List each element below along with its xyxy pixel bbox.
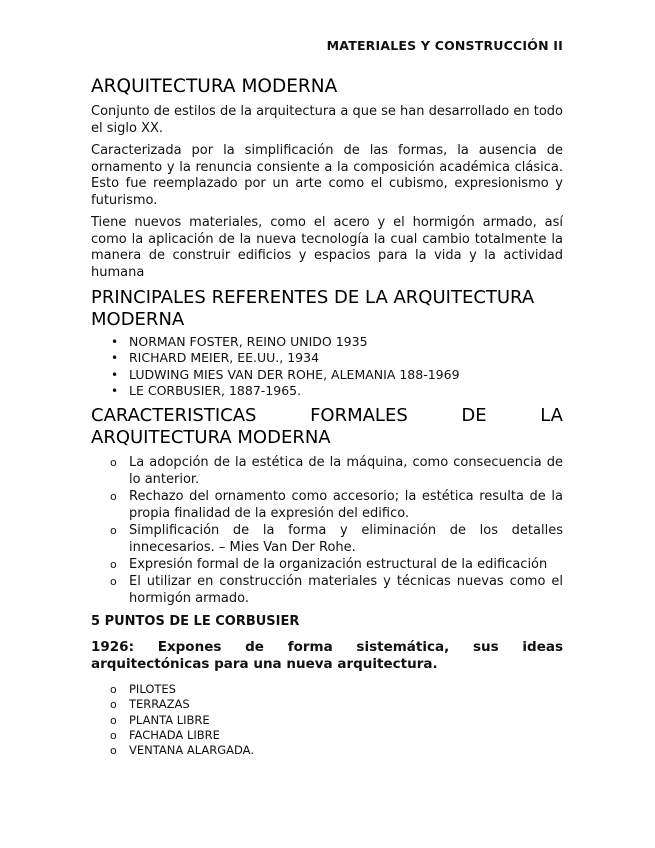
circle-bullet-icon: o (110, 683, 117, 697)
bullet-icon: • (111, 351, 119, 366)
list-item: o TERRAZAS (110, 697, 190, 712)
list-item: o El utilizar en construcción materiales y técnicas nuevas como el hormigón armado. (110, 574, 563, 607)
list-item: o Expresión formal de la organización estructural de la edificación (110, 557, 548, 573)
bullet-icon: • (111, 335, 119, 349)
list-item: o La adopción de la estética de la máquina, como consecuencia de lo anterior. (110, 455, 563, 488)
paragraph: Caracterizada por la simplificación de las formas, la ausencia de ornamento y la renuncia consiente a la composición académica clásica. Esto fue reemplazado por un arte como el cubismo, expresionismo y futurismo. (91, 143, 563, 208)
circle-bullet-icon: o (110, 713, 117, 727)
list-item: • LUDWING MIES VAN DER ROHE, ALEMANIA 188-1969 (111, 366, 460, 382)
referentes-list (91, 334, 563, 399)
circle-bullet-icon: o (110, 456, 117, 470)
list-item: o VENTANA ALARGADA. (110, 743, 255, 758)
circle-bullet-icon: o (110, 744, 117, 758)
bullet-icon: • (111, 383, 119, 398)
circle-bullet-icon: o (110, 575, 117, 589)
section-title-referentes: PRINCIPALES REFERENTES DE LA ARQUITECTURA MODERNA (91, 287, 535, 330)
paragraph: Conjunto de estilos de la arquitectura a que se han desarrollado en todo el siglo XX. (91, 104, 563, 136)
list-item: • LE CORBUSIER, 1887-1965. (111, 382, 302, 398)
circle-bullet-icon: o (110, 524, 117, 538)
paragraph: Tiene nuevos materiales, como el acero y el hormigón armado, así como la aplicación de la nueva tecnología la cual cambio totalmente la manera de construir edificios y espacios para la vida y la actividad humana (91, 215, 563, 280)
running-header: MATERIALES Y CONSTRUCCIÓN II (326, 38, 563, 53)
section-title-caracteristicas: CARACTERISTICAS FORMALES DE LA (91, 405, 563, 427)
circle-bullet-icon: o (110, 698, 117, 712)
section-title-caracteristicas-line2: ARQUITECTURA MODERNA (91, 427, 331, 449)
list-item: o FACHADA LIBRE (110, 728, 220, 743)
list-item: o PLANTA LIBRE (110, 712, 210, 727)
caracteristicas-list (91, 454, 563, 607)
circle-bullet-icon: o (110, 729, 117, 743)
circle-bullet-icon: o (110, 558, 117, 572)
section-title-arquitectura-moderna: ARQUITECTURA MODERNA (91, 76, 338, 97)
circle-bullet-icon: o (110, 490, 117, 504)
puntos-list (91, 682, 563, 758)
list-item: o PILOTES (110, 682, 176, 697)
list-item: • NORMAN FOSTER, REINO UNIDO 1935 (111, 334, 368, 349)
intro-paragraph: 1926: Expones de forma sistemática, sus ideas arquitectónicas para una nueva arquitectura. (91, 639, 563, 673)
bullet-icon: • (111, 367, 119, 382)
list-item: o Rechazo del ornamento como accesorio; la estética resulta de la propia finalidad de la expresión del edifico. (110, 489, 563, 522)
section-title-5-puntos: 5 PUNTOS DE LE CORBUSIER (91, 614, 300, 630)
page-content (91, 76, 563, 759)
list-item: • RICHARD MEIER, EE.UU., 1934 (111, 350, 320, 366)
list-item: o Simplificación de la forma y eliminación de los detalles innecesarios. – Mies Van Der Rohe. (110, 523, 563, 556)
